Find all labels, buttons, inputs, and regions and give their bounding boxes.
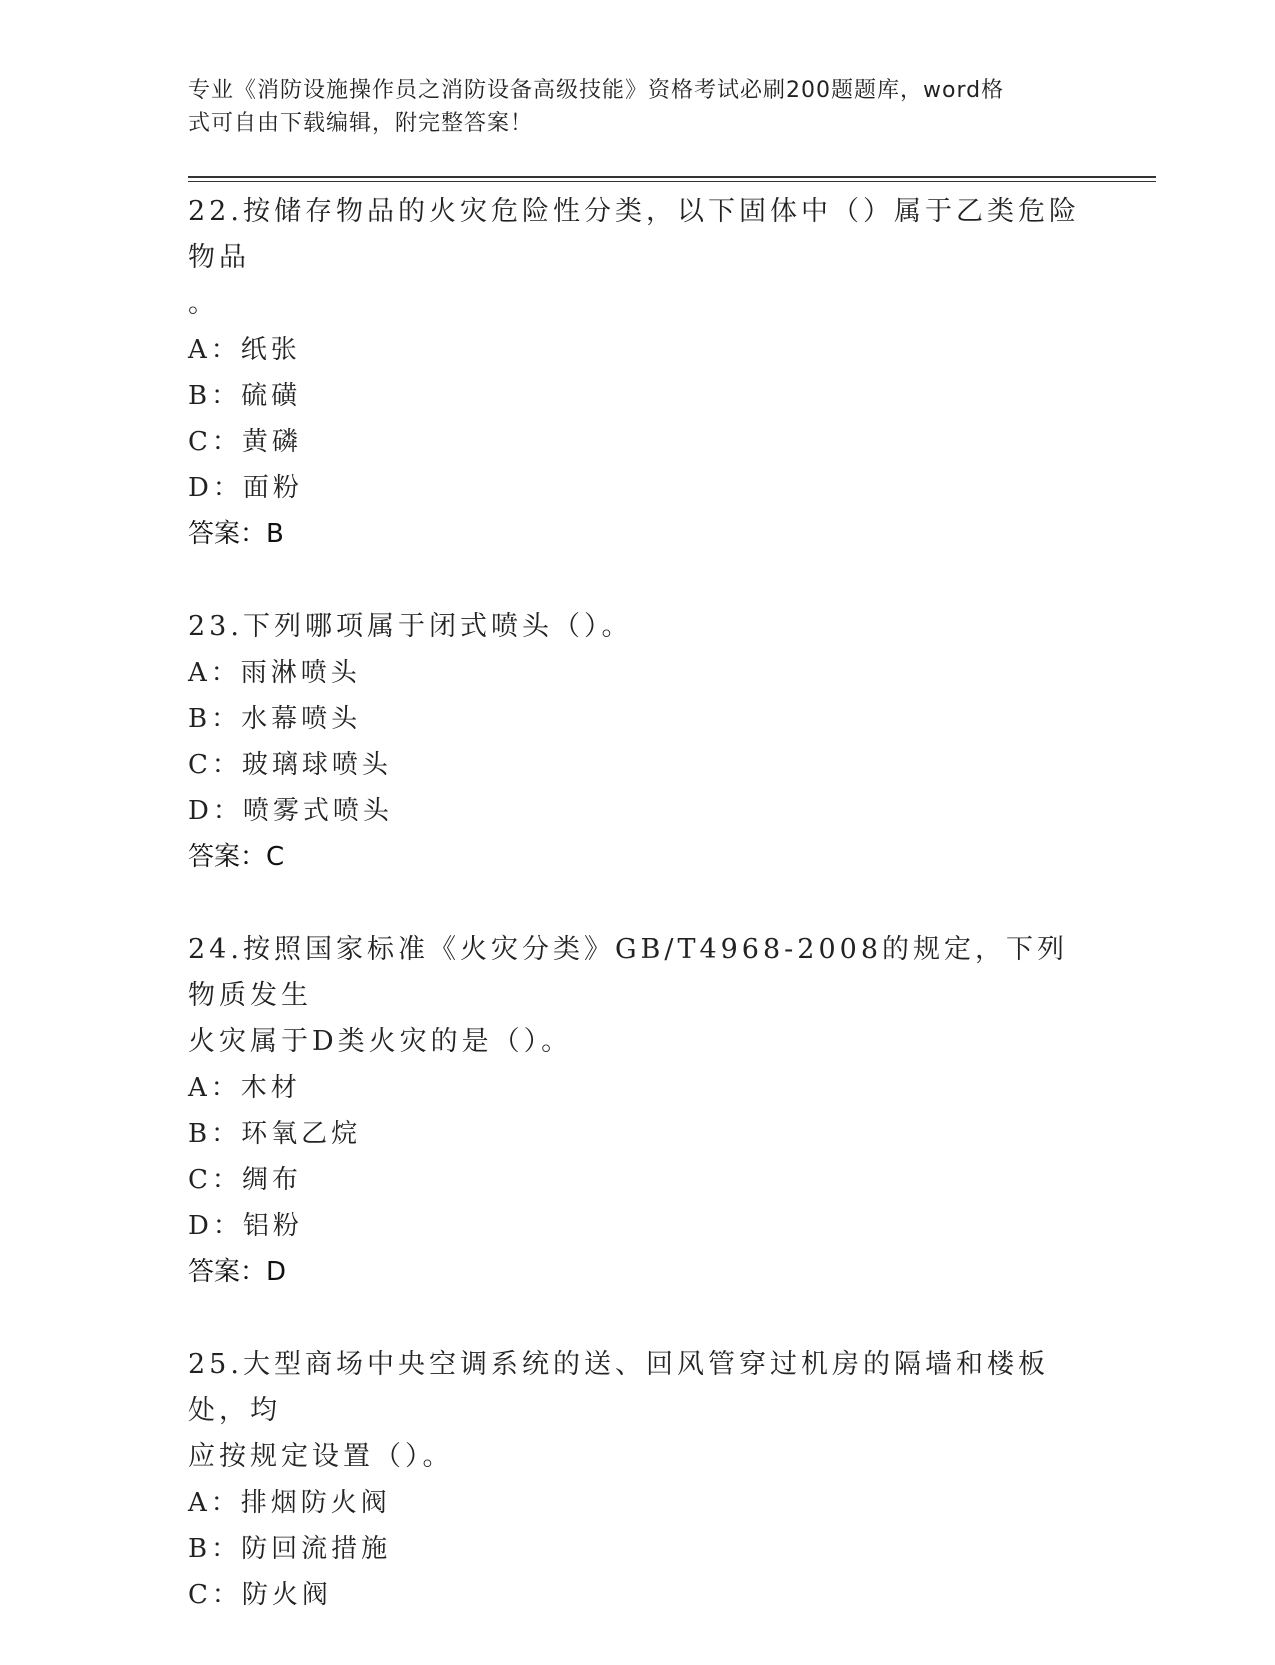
- option-a: A：排烟防火阀: [188, 1488, 391, 1518]
- question-23: [188, 604, 1088, 880]
- option-b: B：水幕喷头: [188, 704, 362, 734]
- option-c: C：防火阀: [188, 1580, 332, 1610]
- option-a: A：纸张: [188, 335, 301, 365]
- option-a: A：木材: [188, 1073, 301, 1103]
- header-line-1: 专业《消防设施操作员之消防设备高级技能》资格考试必刷200题题库，word格: [188, 78, 1005, 103]
- answer: 答案：C: [188, 842, 285, 872]
- header-divider-thin: [188, 181, 1156, 182]
- document-header: [188, 74, 1068, 140]
- question-text-continued: 火灾属于D类火灾的是（）。: [188, 1026, 573, 1057]
- option-a: A：雨淋喷头: [188, 658, 361, 688]
- question-text: 24.按照国家标准《火灾分类》GB/T4968-2008的规定，下列物质发生: [188, 934, 1069, 1011]
- option-d: D：喷雾式喷头: [188, 796, 393, 826]
- question-text: 22.按储存物品的火灾危险性分类，以下固体中（）属于乙类危险物品: [188, 196, 1080, 273]
- option-c: C：黄磷: [188, 427, 302, 457]
- option-d: D：面粉: [188, 473, 303, 503]
- question-list: [188, 189, 1088, 1665]
- option-b: B：硫磺: [188, 381, 302, 411]
- question-text-continued: 。: [188, 288, 219, 319]
- header-line-2: 式可自由下载编辑，附完整答案！: [188, 111, 534, 136]
- header-divider-thick: [188, 176, 1156, 178]
- question-text: 23.下列哪项属于闭式喷头（）。: [188, 611, 633, 642]
- question-22: [188, 189, 1088, 557]
- question-25: [188, 1342, 1088, 1618]
- option-b: B：环氧乙烷: [188, 1119, 362, 1149]
- answer: 答案：B: [188, 519, 284, 549]
- question-text: 25.大型商场中央空调系统的送、回风管穿过机房的隔墙和楼板处，均: [188, 1349, 1049, 1426]
- option-c: C：绸布: [188, 1165, 302, 1195]
- question-text-continued: 应按规定设置（）。: [188, 1441, 454, 1472]
- option-c: C：玻璃球喷头: [188, 750, 392, 780]
- question-24: [188, 927, 1088, 1295]
- option-d: D：铝粉: [188, 1211, 303, 1241]
- option-b: B：防回流措施: [188, 1534, 392, 1564]
- answer: 答案：D: [188, 1257, 287, 1287]
